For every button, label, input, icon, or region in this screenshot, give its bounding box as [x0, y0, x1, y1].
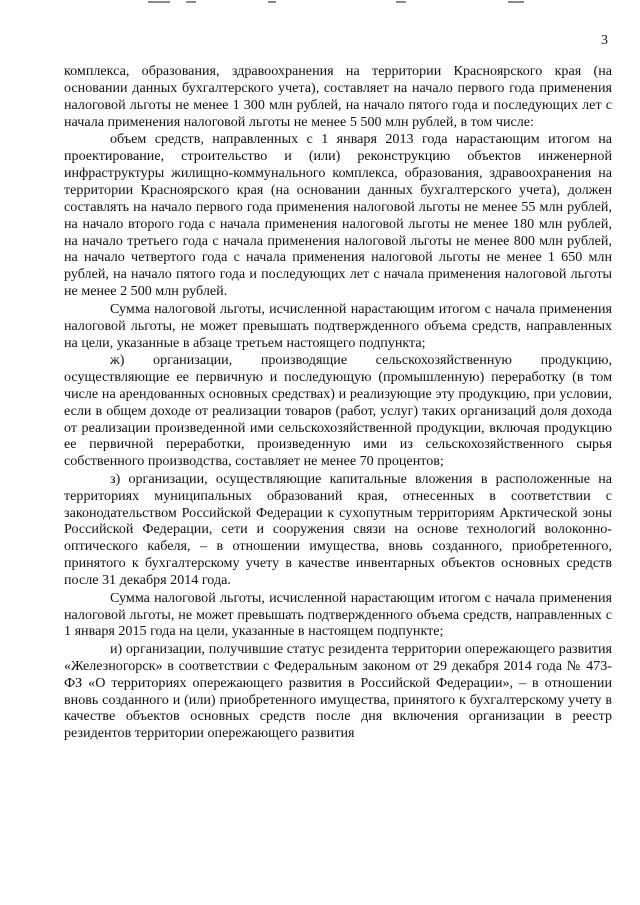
paragraph: з) организации, осуществляющие капитальные вложения в расположенные на территориях муниципальных образований края, отнесенных в соответствии с законодательством Российской Федерации к сухопутным территориям Арктической зоны Российской Федерации, сети и сооружения связи на основе технологий волоконно-оптического кабеля, – в отношении имущества, вновь созданного, приобретенного, принятого к бухгалтерскому учету в качестве инвентарных объектов основных средств после 31 декабря 2014 года.: [64, 470, 612, 589]
paragraph: Сумма налоговой льготы, исчисленной нарастающим итогом с начала применения налоговой льготы, не может превышать подтвержденного объема средств, направленных на цели, указанные в абзаце третьем настоящего подпункта;: [64, 300, 612, 351]
paragraph: и) организации, получившие статус резидента территории опережающего развития «Железногорск» в соответствии с Федеральным законом от 29 декабря 2014 года № 473-ФЗ «О территориях опережающего развития в Российской Федерации», – в отношении вновь созданного и (или) приобретенного имущества, принятого к бухгалтерскому учету в качестве объектов основных средств после дня включения организации в реестр резидентов территории опережающего развития: [64, 640, 612, 742]
paragraph: комплекса, образования, здравоохранения на территории Красноярского края (на основании данных бухгалтерского учета), составляет на начало первого года применения налоговой льготы не менее 1 300 млн рублей, на начало пятого года и последующих лет с начала применения налоговой льготы не менее 5 500 млн рублей, в том числе:: [64, 63, 612, 130]
paragraph: ж) организации, производящие сельскохозяйственную продукцию, осуществляющие ее первичную и последующую (промышленную) переработку (в том числе на арендованных основных средствах) и реализующие эту продукцию, при условии, если в общем доходе от реализации товаров (работ, услуг) таких организаций доля дохода от реализации произведенной ими сельскохозяйственной продукции, включая продукцию ее первичной переработки, произведенную ими из сельскохозяйственного сырья собственного производства, составляет не менее 70 процентов;: [64, 351, 612, 470]
scan-artifact: [0, 0, 640, 6]
paragraph: Сумма налоговой льготы, исчисленной нарастающим итогом с начала применения налоговой льготы, не может превышать подтвержденного объема средств, направленных с 1 января 2015 года на цели, указанные в настоящем подпункте;: [64, 589, 612, 640]
page-number: 3: [601, 33, 608, 48]
document-body: [64, 63, 612, 742]
paragraph: объем средств, направленных с 1 января 2013 года нарастающим итогом на проектирование, строительство и (или) реконструкцию объектов инженерной инфраструктуры жилищно-коммунального комплекса, образования, здравоохранения на территории Красноярского края (на основании данных бухгалтерского учета), должен составлять на начало первого года применения налоговой льготы не менее 55 млн рублей, на начало второго года с начала применения налоговой льготы не менее 180 млн рублей, на начало третьего года с начала применения налоговой льготы не менее 800 млн рублей, на начало четвертого года с начала применения налоговой льготы не менее 1 650 млн рублей, на начало пятого года и последующих лет с начала применения налоговой льготы не менее 2 500 млн рублей.: [64, 131, 612, 300]
